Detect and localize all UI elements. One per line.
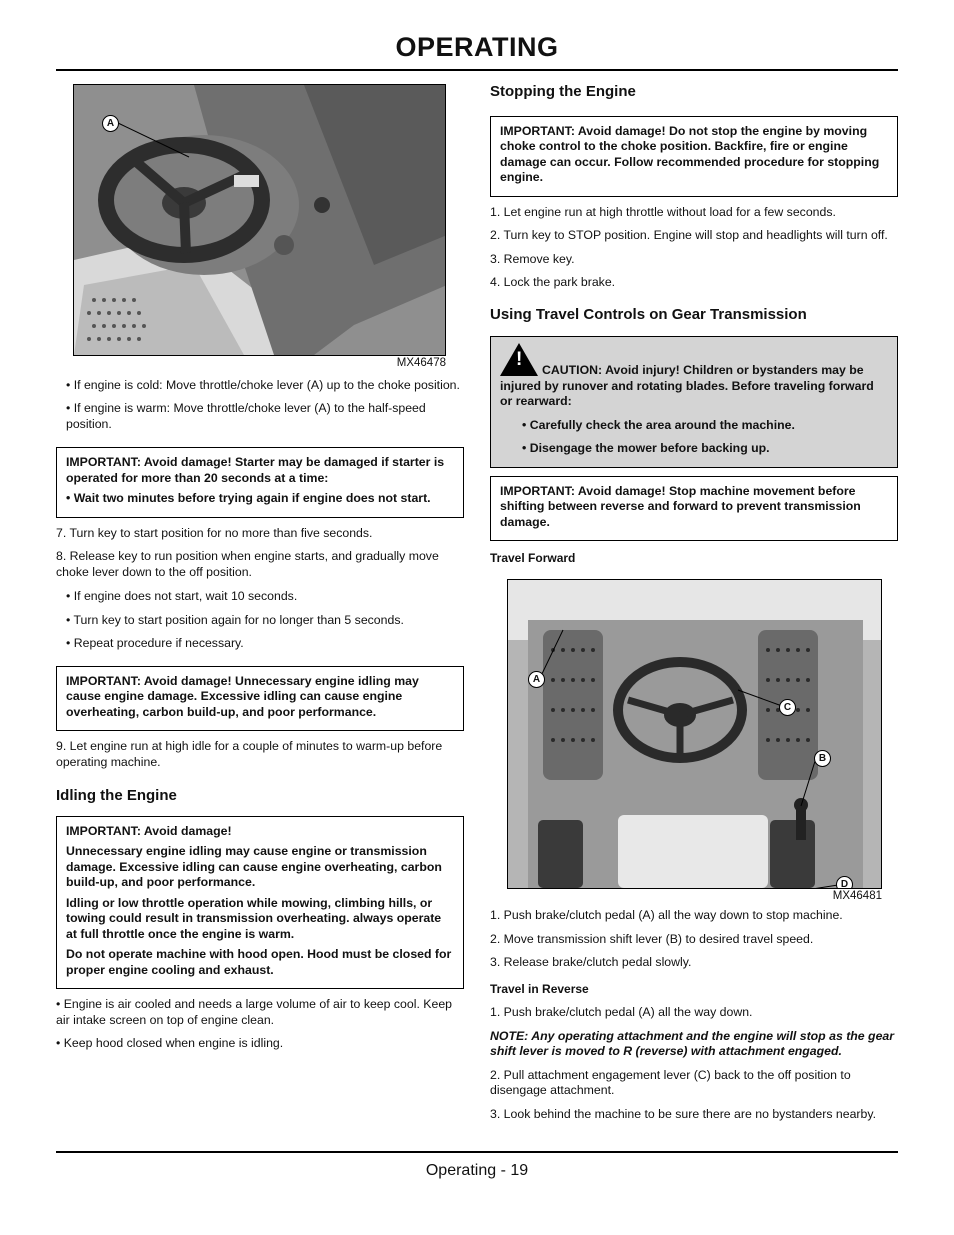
caution-bullet: • Carefully check the area around the machine. <box>522 417 795 432</box>
callout-b: B <box>814 750 831 767</box>
bullet-item: • Keep hood closed when engine is idling. <box>56 1036 284 1050</box>
left-column <box>56 84 464 1060</box>
caution-text <box>500 343 888 410</box>
important-box-shifting <box>490 476 898 542</box>
figure-caption: MX46481 <box>832 889 882 902</box>
section-heading-stopping: Stopping the Engine <box>490 83 636 100</box>
important-text: Unnecessary engine idling may cause engine or transmission damage. Excessive idling can cause engine overheating, carbon build-up, and poor performance. <box>66 844 442 889</box>
important-text: IMPORTANT: Avoid damage! Starter may be damaged if starter is operated for more than 20 seconds at a time: <box>66 455 445 485</box>
callout-a: A <box>102 115 119 132</box>
important-text: Idling or low throttle operation while mowing, climbing hills, or towing could result in transmission overheating. always operate at full throttle once the engine is warm. <box>66 895 442 941</box>
bullet-item: • Engine is air cooled and needs a large volume of air to keep cool. Keep air intake screen on top of engine clean. <box>56 997 453 1027</box>
caution-message: CAUTION: Avoid injury! Children or bystanders may be injured by runover and rotating blades. Before traveling forward or rearward: <box>500 363 874 408</box>
figure-throttle <box>73 84 446 372</box>
bullet-item: • If engine is cold: Move throttle/choke lever (A) up to the choke position. <box>66 377 460 392</box>
caution-box <box>490 336 898 468</box>
step-9: 9. Let engine run at high idle for a couple of minutes to warm-up before operating machine. <box>56 739 443 769</box>
section-heading-travel-controls: Using Travel Controls on Gear Transmission <box>490 305 807 323</box>
stop-step: 1. Let engine run at high throttle without load for a few seconds. <box>490 204 836 219</box>
forward-step: 2. Move transmission shift lever (B) to desired travel speed. <box>490 931 814 946</box>
important-text: IMPORTANT: Avoid damage! Unnecessary engine idling may cause engine damage. Excessive idling can cause engine overheating, carbon build-up, and poor performance. <box>66 673 419 719</box>
page-footer: Operating - 19 <box>425 1162 529 1179</box>
important-bullet: • Wait two minutes before trying again if engine does not start. <box>66 491 431 505</box>
callout-d: D <box>836 876 853 889</box>
section-heading-idling: Idling the Engine <box>56 787 177 804</box>
important-box-idling-engine <box>56 816 464 990</box>
tractor-controls-illustration <box>507 579 882 889</box>
figure-travel-controls <box>507 579 882 905</box>
subheading-travel-reverse: Travel in Reverse <box>490 981 589 996</box>
warning-triangle-icon: ! <box>500 343 538 376</box>
important-box-idling <box>56 666 464 732</box>
stop-step: 3. Remove key. <box>490 251 575 266</box>
figure-caption: MX46478 <box>396 357 446 369</box>
callout-a: A <box>528 671 545 688</box>
reverse-step: 2. Pull attachment engagement lever (C) back to the off position to disengage attachment. <box>490 1067 851 1097</box>
stop-step: 2. Turn key to STOP position. Engine will stop and headlights will turn off. <box>490 228 888 242</box>
important-text: Do not operate machine with hood open. Hood must be closed for proper engine cooling and exhaust. <box>66 947 452 977</box>
callout-c: C <box>779 699 796 716</box>
important-box-stopping <box>490 116 898 197</box>
page-title: OPERATING <box>395 32 559 62</box>
steering-wheel-image <box>74 85 446 355</box>
stop-step: 4. Lock the park brake. <box>490 275 616 289</box>
bullet-item: • Turn key to start position again for no longer than 5 seconds. <box>66 612 404 627</box>
step-8: 8. Release key to run position when engine starts, and gradually move choke lever down to the off position. <box>56 549 439 579</box>
reverse-step: 3. Look behind the machine to be sure there are no bystanders nearby. <box>490 1106 877 1121</box>
tractor-deck-image <box>508 580 882 888</box>
forward-step: 3. Release brake/clutch pedal slowly. <box>490 955 692 969</box>
forward-step: 1. Push brake/clutch pedal (A) all the way down to stop machine. <box>490 908 843 922</box>
important-text: IMPORTANT: Avoid damage! Stop machine movement before shifting between reverse and forward to prevent transmission damage. <box>500 483 861 529</box>
bullet-item: • If engine does not start, wait 10 seconds. <box>66 589 298 603</box>
important-box-starter <box>56 447 464 518</box>
note-text: NOTE: Any operating attachment and the engine will stop as the gear shift lever is moved to R (reverse) with attachment engaged. <box>490 1028 895 1058</box>
footer-rule <box>56 1151 898 1153</box>
caution-bullet: • Disengage the mower before backing up. <box>522 441 770 455</box>
subheading-travel-forward: Travel Forward <box>490 551 576 565</box>
important-text: IMPORTANT: Avoid damage! <box>66 823 232 838</box>
right-column <box>490 84 898 1130</box>
bullet-item: • If engine is warm: Move throttle/choke lever (A) to the half-speed position. <box>66 401 426 431</box>
throttle-illustration <box>73 84 446 356</box>
bullet-item: • Repeat procedure if necessary. <box>66 636 244 650</box>
step-7: 7. Turn key to start position for no more than five seconds. <box>56 525 373 540</box>
reverse-step: 1. Push brake/clutch pedal (A) all the way down. <box>490 1005 753 1019</box>
important-text: IMPORTANT: Avoid damage! Do not stop the engine by moving choke control to the choke position. Backfire, fire or engine damage can occur. Follow recommended procedure for stopping engine. <box>500 123 880 184</box>
header-rule <box>56 69 898 71</box>
